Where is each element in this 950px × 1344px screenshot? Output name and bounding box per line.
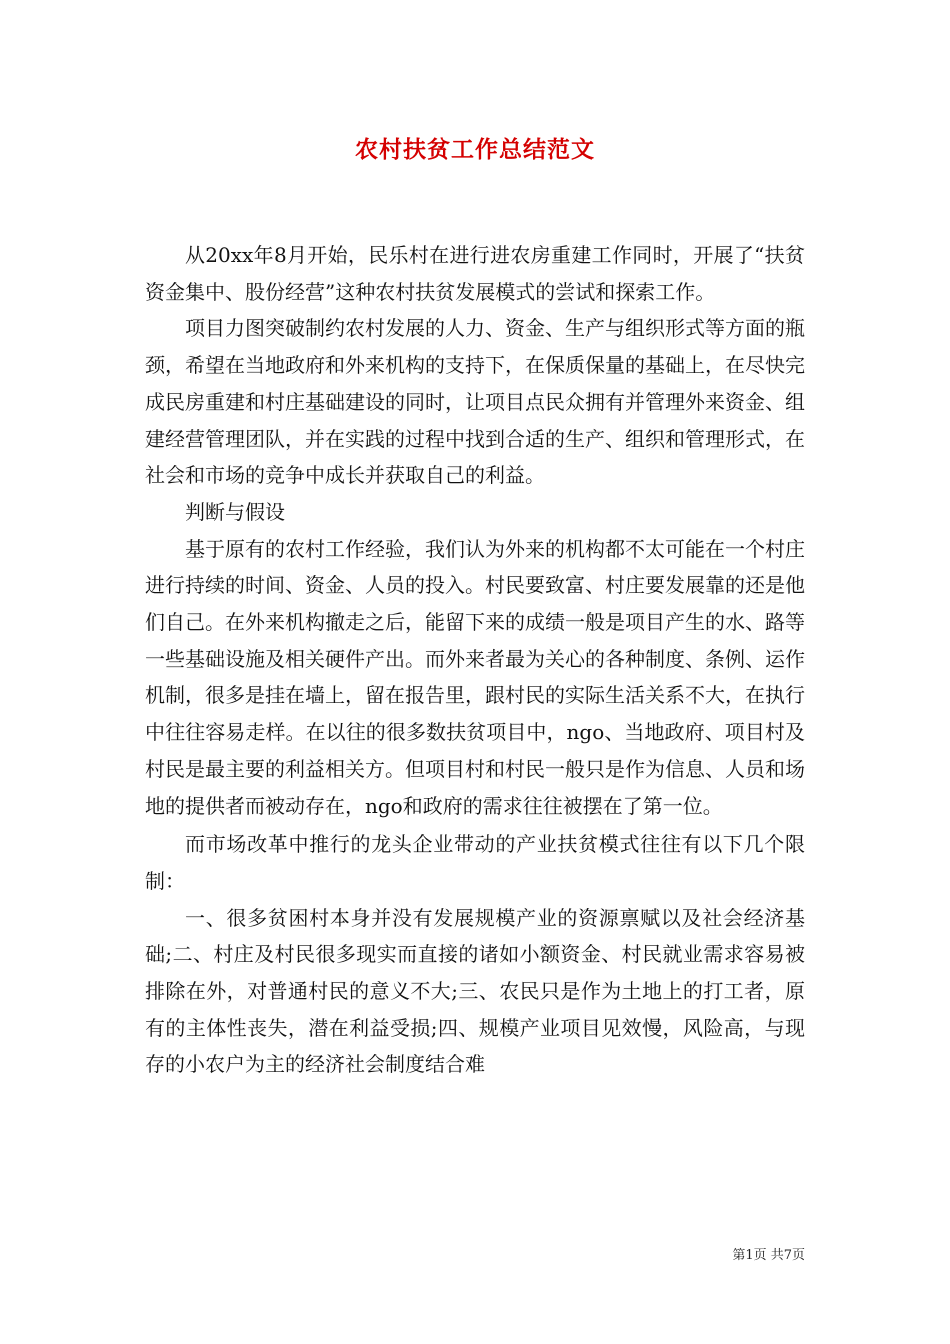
paragraph-project-goal: 项目力图突破制约农村发展的人力、资金、生产与组织形式等方面的瓶颈，希望在当地政府和外来机构的支持下，在保质保量的基础上，在尽快完成民房重建和村庄基础建设的同时，让项目点民众拥有并管理外来资金、组建经营管理团队，并在实践的过程中找到合适的生产、组织和管理形式，在社会和市场的竞争中成长并获取自己的利益。 — [145, 316, 805, 488]
page-number-footer: 第1页 共7页 — [732, 1248, 805, 1263]
document-body — [145, 237, 805, 1083]
document-title: 农村扶贫工作总结范文 — [355, 136, 595, 163]
paragraph-intro: 从20xx年8月开始，民乐村在进行进农房重建工作同时，开展了“扶贫资金集中、股份经营”这种农村扶贫发展模式的尝试和探索工作。 — [145, 243, 805, 304]
paragraph-limits-list: 一、很多贫困村本身并没有发展规模产业的资源禀赋以及社会经济基础;二、村庄及村民很多现实而直接的诸如小额资金、村民就业需求容易被排除在外，对普通村民的意义不大;三、农民只是作为土地上的打工者，原有的主体性丧失，潜在利益受损;四、规模产业项目见效慢，风险高，与现存的小农户为主的经济社会制度结合难 — [145, 905, 805, 1077]
section-heading-judgement: 判断与假设 — [185, 499, 285, 524]
paragraph-market-limits: 而市场改革中推行的龙头企业带动的产业扶贫模式往往有以下几个限制： — [145, 832, 805, 893]
paragraph-experience: 基于原有的农村工作经验，我们认为外来的机构都不太可能在一个村庄进行持续的时间、资金、人员的投入。村民要致富、村庄要发展靠的还是他们自己。在外来机构撤走之后，能留下来的成绩一般是项目产生的水、路等一些基础设施及相关硬件产出。而外来者最为关心的各种制度、条例、运作机制，很多是挂在墙上，留在报告里，跟村民的实际生活关系不大，在执行中往往容易走样。在以往的很多数扶贫项目中，ngo、当地政府、项目村及村民是最主要的利益相关方。但项目村和村民一般只是作为信息、人员和场地的提供者而被动存在，ngo和政府的需求往往被摆在了第一位。 — [145, 536, 805, 818]
